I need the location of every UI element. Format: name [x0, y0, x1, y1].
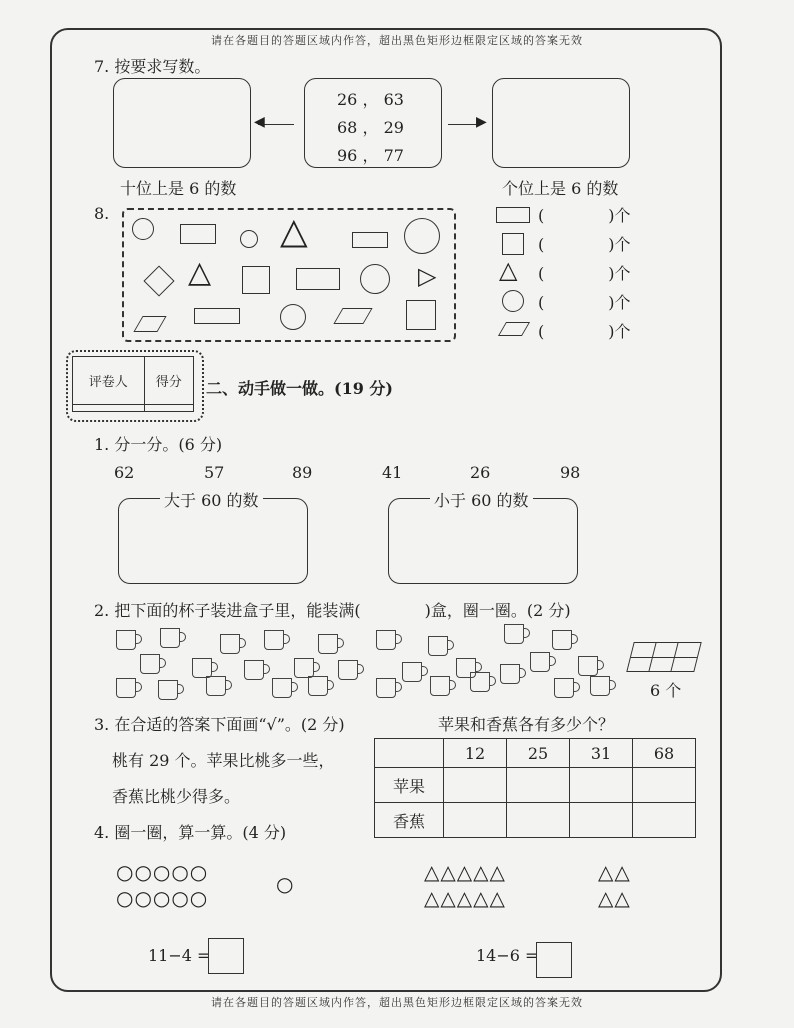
footer-note: 请在各题目的答题区域内作答，超出黑色矩形边框限定区域的答案无效 — [211, 996, 583, 1009]
rectangle-icon — [180, 224, 216, 244]
q3-corner-cell — [375, 739, 444, 768]
header-note: 请在各题目的答题区域内作答，超出黑色矩形边框限定区域的答案无效 — [211, 34, 583, 47]
q1-number: 26 — [470, 463, 491, 482]
q7-row-3: 96 ， 77 — [337, 146, 404, 165]
circle-icon — [360, 264, 390, 294]
diamond-icon — [143, 265, 174, 296]
q4-equation-2: 14−6 = — [476, 946, 539, 965]
q1-number: 89 — [292, 463, 313, 482]
cup-icon — [318, 634, 338, 654]
section2-title: 二、动手做一做。(19 分) — [206, 379, 393, 398]
q3-row-banana: 香蕉 — [375, 803, 444, 838]
q4-answer-box-1[interactable] — [208, 938, 244, 974]
cup-icon — [160, 628, 180, 648]
q3-banana-check-cell[interactable] — [444, 803, 507, 838]
rectangle-icon — [296, 268, 340, 290]
q7-right-label: 个位上是 6 的数 — [502, 179, 619, 198]
square-icon — [242, 266, 270, 294]
cup-icon — [308, 676, 328, 696]
cup-icon — [430, 676, 450, 696]
cup-icon — [554, 678, 574, 698]
q4-circles-row-2: ○○○○○ — [116, 886, 209, 910]
cup-icon — [192, 658, 212, 678]
q4-triangles-small-1: △△ — [598, 860, 631, 884]
cup-area — [112, 622, 612, 702]
q7-right-answer-box[interactable] — [492, 78, 630, 168]
q7-left-label: 十位上是 6 的数 — [120, 179, 237, 198]
square-icon — [502, 233, 524, 255]
square-icon — [406, 300, 436, 330]
q1-number: 41 — [382, 463, 403, 482]
circle-icon — [240, 230, 258, 248]
q3-option-68: 68 — [633, 739, 696, 768]
cup-icon — [272, 678, 292, 698]
cup-icon — [244, 660, 264, 680]
q7-title: 7. 按要求写数。 — [94, 57, 211, 76]
cup-icon — [504, 624, 524, 644]
arrow-right-head: ▶ — [476, 114, 487, 130]
cup-icon — [294, 658, 314, 678]
cup-box-caption: 6 个 — [650, 681, 682, 700]
score-col-grader: 评卷人 — [73, 357, 145, 405]
score-table — [72, 356, 194, 412]
arrow-left-head: ◀ — [254, 114, 265, 130]
cup-icon — [376, 678, 396, 698]
q3-question: 苹果和香蕉各有多少个？ — [438, 715, 615, 734]
q4-single-circle: ○ — [276, 872, 294, 896]
q3-option-12: 12 — [444, 739, 507, 768]
circle-icon — [502, 290, 524, 312]
q8-number: 8. — [94, 204, 110, 223]
grader-cell[interactable] — [73, 405, 145, 412]
cup-icon — [338, 660, 358, 680]
q3-banana-check-cell[interactable] — [507, 803, 570, 838]
q4-circles-row-1: ○○○○○ — [116, 860, 209, 884]
cup-icon — [470, 672, 490, 692]
rectangle-icon — [194, 308, 240, 324]
cup-icon — [158, 680, 178, 700]
q3-banana-check-cell[interactable] — [633, 803, 696, 838]
rectangle-icon — [496, 207, 530, 223]
circle-icon — [280, 304, 306, 330]
less-than-60-label: 小于 60 的数 — [430, 488, 533, 511]
q7-left-answer-box[interactable] — [113, 78, 251, 168]
q3-apple-check-cell[interactable] — [507, 768, 570, 803]
q7-number-box — [304, 78, 442, 168]
q8-answer-triangle[interactable]: ( )个 — [538, 264, 631, 283]
q1-number: 57 — [204, 463, 225, 482]
cup-icon — [552, 630, 572, 650]
q8-answer-parallelogram[interactable]: ( )个 — [538, 322, 631, 341]
greater-than-60-label: 大于 60 的数 — [160, 488, 263, 511]
cup-icon — [578, 656, 598, 676]
rectangle-icon — [352, 232, 388, 248]
q3-banana-check-cell[interactable] — [570, 803, 633, 838]
cup-icon — [402, 662, 422, 682]
q3-title: 3. 在合适的答案下面画“√”。(2 分) — [94, 715, 345, 734]
q1-number: 62 — [114, 463, 135, 482]
q4-triangles-small-2: △△ — [598, 886, 631, 910]
cup-icon — [530, 652, 550, 672]
q8-answer-rectangle[interactable]: ( )个 — [538, 206, 631, 225]
score-cell[interactable] — [144, 405, 193, 412]
circle-icon — [404, 218, 440, 254]
q3-option-31: 31 — [570, 739, 633, 768]
q1-title: 1. 分一分。(6 分) — [94, 435, 223, 454]
q4-title: 4. 圈一圈，算一算。(4 分) — [94, 823, 287, 842]
cup-icon — [116, 678, 136, 698]
cup-icon — [500, 664, 520, 684]
q4-equation-1: 11−4 = — [148, 946, 211, 965]
cup-icon — [428, 636, 448, 656]
q7-row-2: 68 ， 29 — [337, 118, 404, 137]
q1-number: 98 — [560, 463, 581, 482]
triangle-icon: △ — [280, 211, 308, 252]
q4-answer-box-2[interactable] — [536, 942, 572, 978]
triangle-icon: △ — [499, 256, 518, 284]
q3-line-1: 桃有 29 个。苹果比桃多一些， — [112, 751, 335, 770]
cup-icon — [140, 654, 160, 674]
parallelogram-icon — [333, 308, 372, 324]
q8-shape-panel — [122, 208, 456, 342]
q3-apple-check-cell[interactable] — [570, 768, 633, 803]
q4-triangles-row-2: △△△△△ — [424, 886, 506, 910]
circle-icon — [132, 218, 154, 240]
q3-line-2: 香蕉比桃少得多。 — [112, 787, 241, 806]
parallelogram-icon — [133, 316, 166, 332]
cup-icon — [116, 630, 136, 650]
q8-answer-square[interactable]: ( )个 — [538, 235, 631, 254]
q3-apple-check-cell[interactable] — [444, 768, 507, 803]
cup-icon — [206, 676, 226, 696]
q2-title: 2. 把下面的杯子装进盒子里，能装满( )盒，圈一圈。(2 分) — [94, 601, 571, 620]
cup-box-icon — [626, 642, 701, 672]
q7-row-1: 26 ， 63 — [337, 90, 404, 109]
cup-icon — [264, 630, 284, 650]
q3-row-apple: 苹果 — [375, 768, 444, 803]
q3-option-25: 25 — [507, 739, 570, 768]
q3-apple-check-cell[interactable] — [633, 768, 696, 803]
cup-icon — [376, 630, 396, 650]
score-col-score: 得分 — [144, 357, 193, 405]
q8-answer-circle[interactable]: ( )个 — [538, 293, 631, 312]
cup-icon — [220, 634, 240, 654]
cup-icon — [590, 676, 610, 696]
q4-triangles-row-1: △△△△△ — [424, 860, 506, 884]
triangle-icon: △ — [188, 255, 212, 290]
triangle-right-icon: ▷ — [418, 262, 437, 290]
q3-answer-table — [374, 738, 696, 838]
